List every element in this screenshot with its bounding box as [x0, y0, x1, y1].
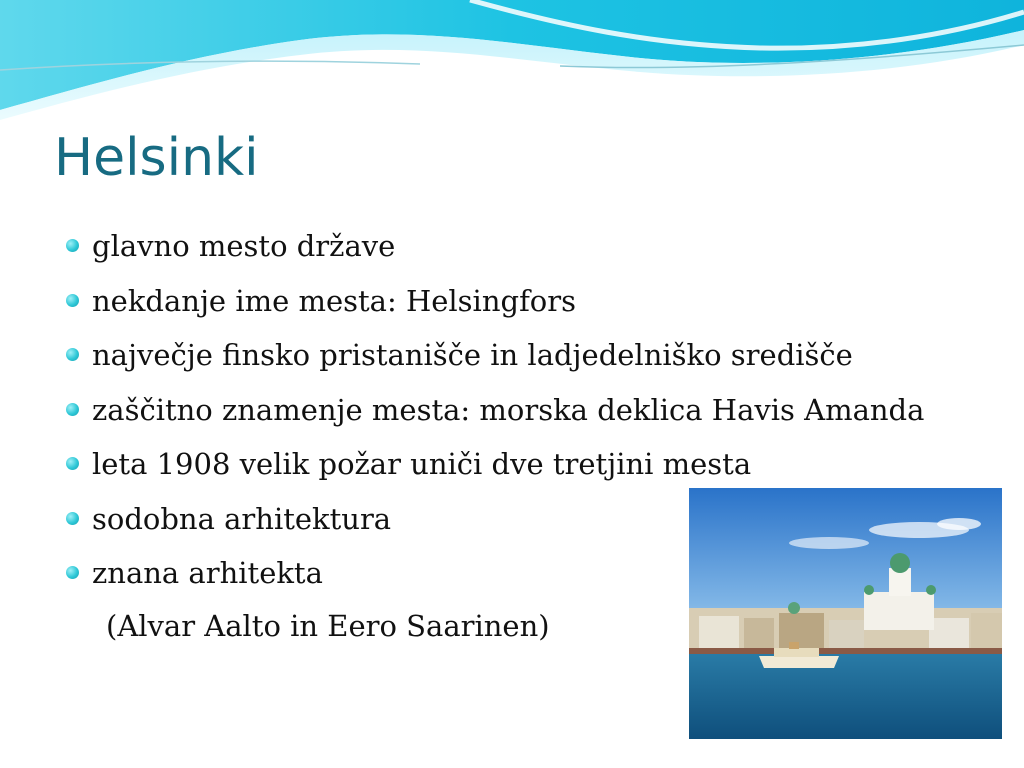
bullet-text: leta 1908 velik požar uniči dve tretjini mesta — [92, 447, 752, 481]
bullet-text: nekdanje ime mesta: Helsingfors — [92, 283, 577, 318]
bullet-text: znana arhitekta — [92, 556, 323, 590]
bullet-text: zaščitno znamenje mesta: morska deklica Havis Amanda — [92, 392, 925, 427]
bullet-item — [64, 275, 1004, 330]
bullet-text: največje finsko pristanišče in ladjedelniško središče — [92, 338, 853, 372]
bullet-item — [64, 438, 1004, 493]
circle-bullet-icon — [66, 457, 79, 470]
circle-bullet-icon — [66, 566, 79, 579]
circle-bullet-icon — [66, 239, 79, 252]
bullet-text: glavno mesto države — [92, 229, 396, 263]
slide-title: Helsinki — [54, 128, 259, 188]
bullet-item — [64, 384, 1004, 439]
architects-names: (Alvar Aalto in Eero Saarinen) — [106, 609, 550, 643]
circle-bullet-icon — [66, 512, 79, 525]
bullet-text: sodobna arhitektura — [92, 501, 392, 536]
helsinki-harbor-photo — [689, 488, 1002, 739]
circle-bullet-icon — [66, 403, 79, 416]
circle-bullet-icon — [66, 294, 79, 307]
bullet-item — [64, 329, 1004, 384]
circle-bullet-icon — [66, 348, 79, 361]
bullet-item — [64, 220, 1004, 275]
header-wave-decoration — [0, 0, 1024, 120]
